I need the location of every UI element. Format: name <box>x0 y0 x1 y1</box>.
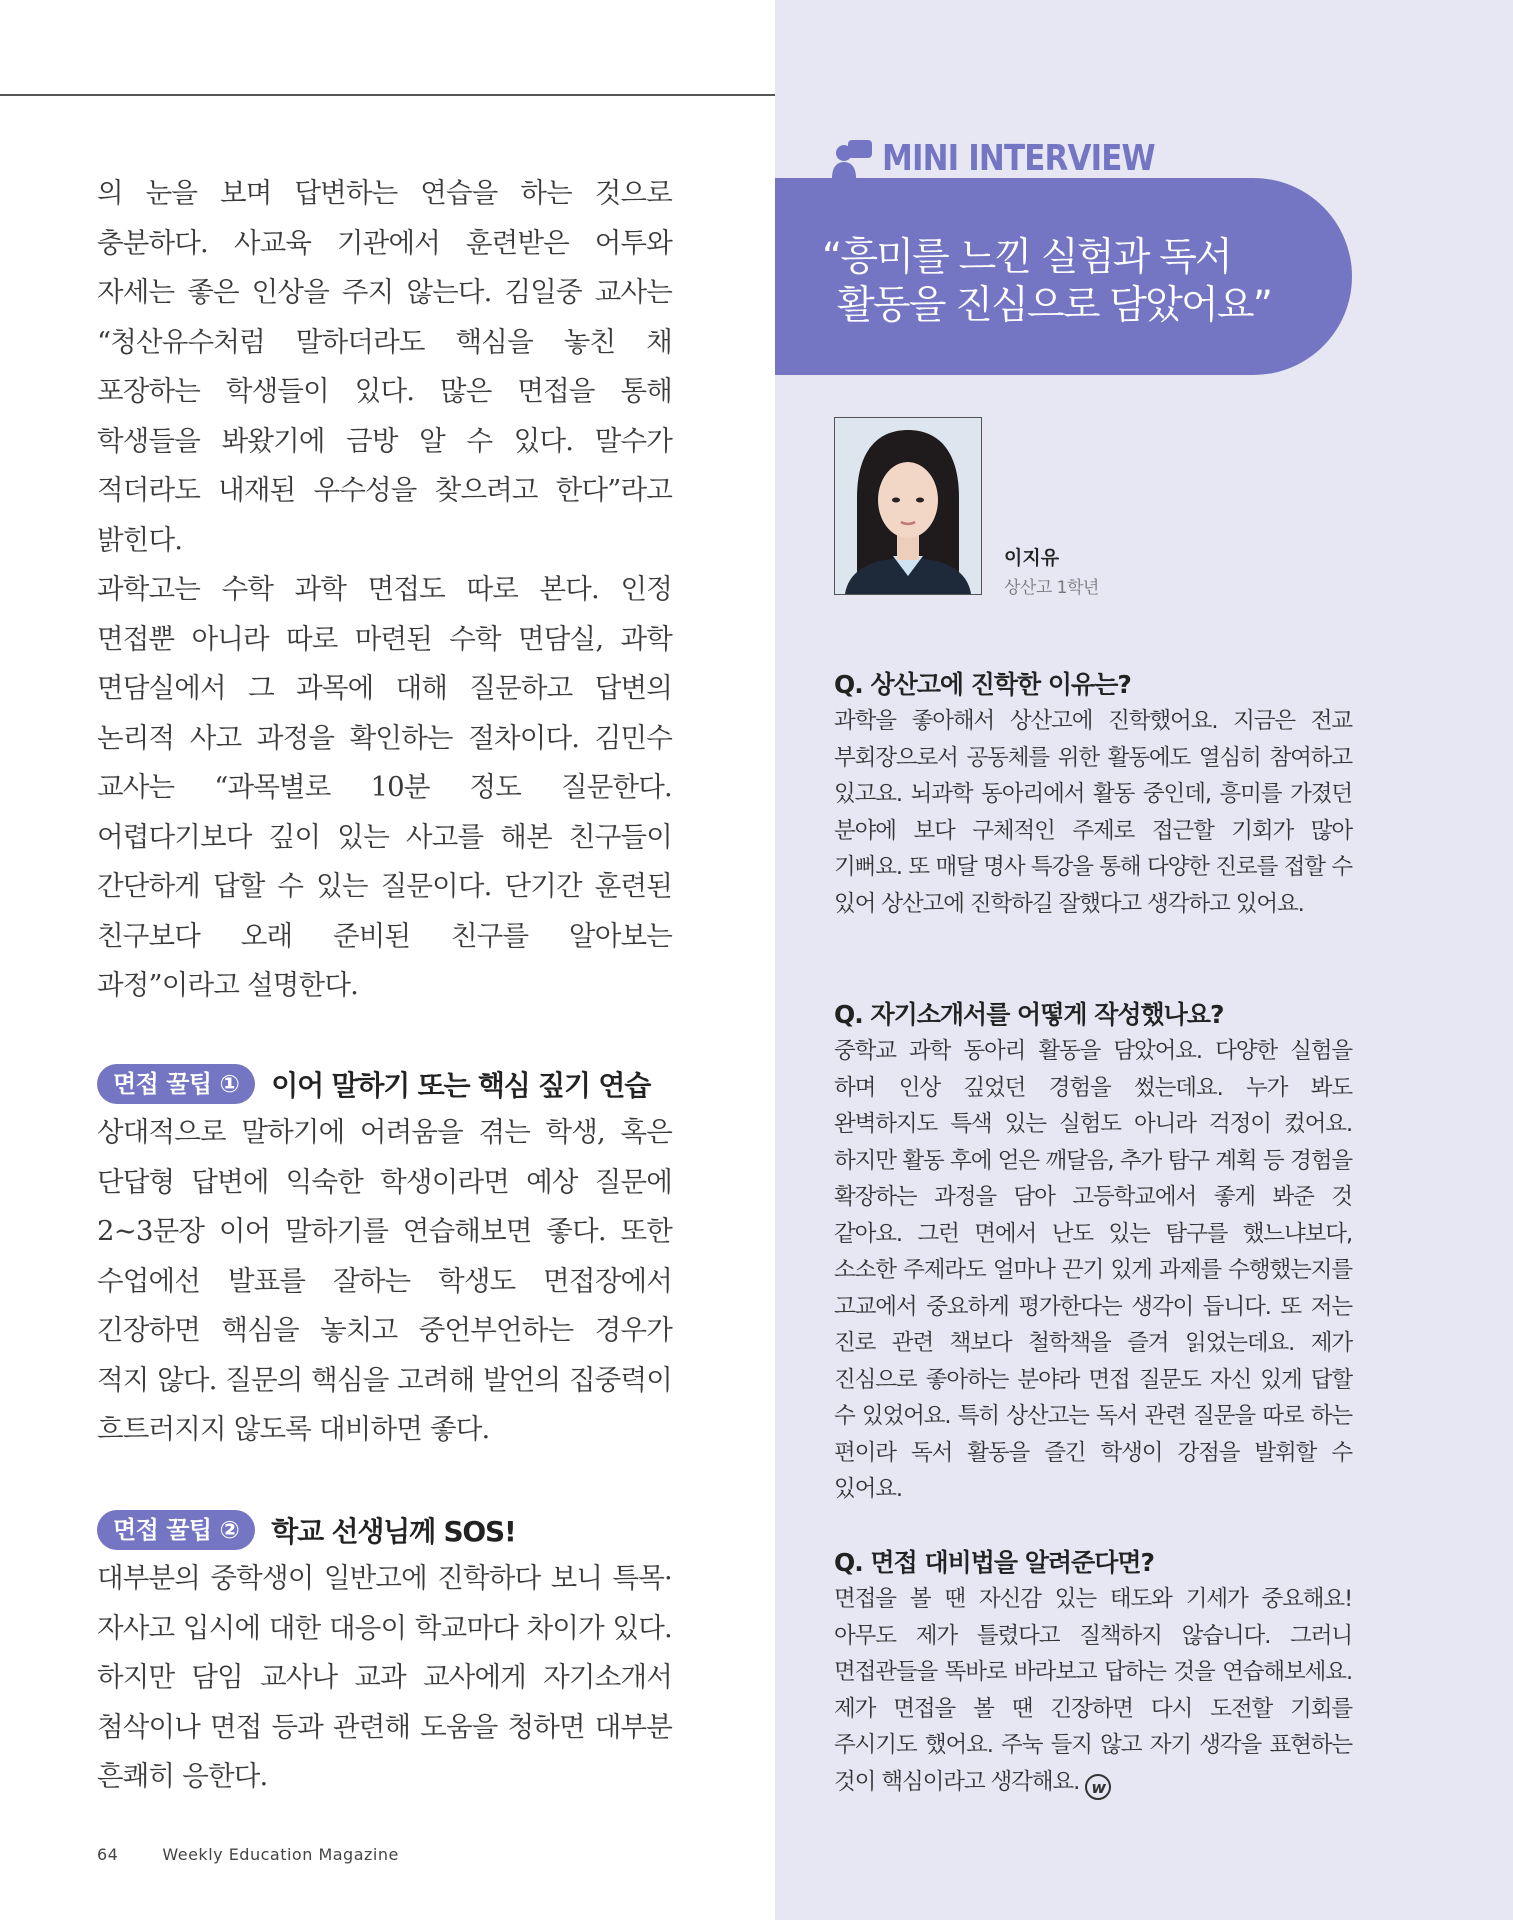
interview-headline-box <box>775 178 1352 375</box>
magazine-name: Weekly Education Magazine <box>162 1845 399 1864</box>
top-divider <box>0 94 775 96</box>
article-paragraph: 과학고는 수학 과학 면접도 따로 본다. 인정 면접뿐 아니라 따로 마련된 수학 면담실, 과학 면담실에서 그 과목에 대해 질문하고 답변의 논리적 사고 과정을 확인하는 절차이다. 김민수 교사는 “과목별로 10분 정도 질문한다. 어렵다기보다 깊이 있는 사고를 해본 친구들이 간단하게 답할 수 있는 질문이다. 단기간 훈련된 친구보다 오래 준비된 친구를 알아보는 과정”이라고 설명한다. <box>97 573 672 1001</box>
interviewee-photo <box>834 417 982 595</box>
article-body-1 <box>97 169 672 1011</box>
tip-title: 이어 말하기 또는 핵심 짚기 연습 <box>271 1069 651 1102</box>
answer-text: 면접을 볼 땐 자신감 있는 태도와 기세가 중요해요! 아무도 제가 틀렸다고 질책하지 않습니다. 그러니 면접관들을 똑바로 바라보고 답하는 것을 연습해보세요. 제가 면접을 볼 땐 긴장하면 다시 도전할 기회를 주시기도 했어요. 주눅 들지 않고 자기 생각을 표현하는 것이 핵심이라고 생각해요. <box>834 1586 1352 1795</box>
tip-badge: 면접 꿀팁 ① <box>97 1064 255 1104</box>
question: Q. 자기소개서를 어떻게 작성했나요? <box>834 1000 1224 1029</box>
interview-person-icon <box>832 140 872 178</box>
question: Q. 상산고에 진학한 이유는? <box>834 670 1131 699</box>
qa-block-2 <box>834 997 1352 1508</box>
answer: 중학교 과학 동아리 활동을 담았어요. 다양한 실험을 하며 인상 깊었던 경험을 썼는데요. 누가 봐도 완벽하지도 특색 있는 실험도 아니라 걱정이 컸어요. 하지만 활동 후에 얻은 깨달음, 추가 탐구 계획 등 경험을 확장하는 과정을 담아 고등학교에서 좋게 봐준 것 같아요. 그런 면에서 난도 있는 탐구를 했느냐보다, 소소한 주제라도 얼마나 끈기 있게 과제를 수행했는지를 고교에서 중요하게 평가한다는 생각이 듭니다. 또 저는 진로 관련 책보다 철학책을 즐겨 읽었는데요. 제가 진심으로 좋아하는 분야라 면접 질문도 자신 있게 답할 수 있었어요. 특히 상산고는 독서 관련 질문을 따로 하는 편이라 독서 활동을 즐긴 학생이 강점을 발휘할 수 있어요. <box>834 1038 1352 1502</box>
tip-title: 학교 선생님께 SOS! <box>271 1515 516 1548</box>
headline-line-2: 활동을 진심으로 담았어요” <box>837 283 1272 328</box>
answer: 과학을 좋아해서 상산고에 진학했어요. 지금은 전교 부회장으로서 공동체를 위한 활동에도 열심히 참여하고 있고요. 뇌과학 동아리에서 활동 중인데, 흥미를 가졌던 분야에 보다 구체적인 주제로 접근할 기회가 많아 기뻐요. 또 매달 명사 특강을 통해 다양한 진로를 접할 수 있어 상산고에 진학하길 잘했다고 생각하고 있어요. <box>834 708 1352 917</box>
headline-line-1: “흥미를 느낀 실험과 독서 <box>822 235 1231 280</box>
tip-badge: 면접 꿀팁 ② <box>97 1510 255 1550</box>
question: Q. 면접 대비법을 알려준다면? <box>834 1548 1155 1577</box>
interview-tip-2 <box>97 1506 672 1802</box>
tip-heading <box>97 1506 672 1554</box>
qa-block-1 <box>834 667 1352 922</box>
interviewee-school: 상산고 1학년 <box>1004 578 1099 598</box>
portrait-illustration <box>835 418 981 594</box>
mini-interview-label <box>832 140 1199 178</box>
page-number: 64 <box>97 1845 119 1864</box>
article-paragraph: 의 눈을 보며 답변하는 연습을 하는 것으로 충분하다. 사교육 기관에서 훈련받은 어투와 자세는 좋은 인상을 주지 않는다. 김일중 교사는 “청산유수처럼 말하더라도 핵심을 놓친 채 포장하는 학생들이 있다. 많은 면접을 통해 학생들을 봐왔기에 금방 알 수 있다. 말수가 적더라도 내재된 우수성을 찾으려고 한다”라고 밝힌다. <box>97 177 672 556</box>
page-footer <box>97 1845 399 1864</box>
mini-interview-title: MINI INTERVIEW <box>882 140 1155 176</box>
end-mark-icon: w <box>1085 1774 1111 1800</box>
answer <box>834 1581 1352 1800</box>
interview-tip-1 <box>97 1060 672 1455</box>
interviewee-name: 이지유 <box>1004 547 1060 569</box>
tip-body: 상대적으로 말하기에 어려움을 겪는 학생, 혹은 단답형 답변에 익숙한 학생이라면 예상 질문에 2~3문장 이어 말하기를 연습해보면 좋다. 또한 수업에선 발표를 잘하는 학생도 면접장에서 긴장하면 핵심을 놓치고 중언부언하는 경우가 적지 않다. 질문의 핵심을 고려해 발언의 집중력이 흐트러지지 않도록 대비하면 좋다. <box>97 1116 672 1445</box>
tip-body: 대부분의 중학생이 일반고에 진학하다 보니 특목·자사고 입시에 대한 대응이 학교마다 차이가 있다. 하지만 담임 교사나 교과 교사에게 자기소개서 첨삭이나 면접 등과 관련해 도움을 청하면 대부분 흔쾌히 응한다. <box>97 1562 672 1792</box>
qa-block-3 <box>834 1545 1352 1800</box>
tip-heading <box>97 1060 672 1108</box>
